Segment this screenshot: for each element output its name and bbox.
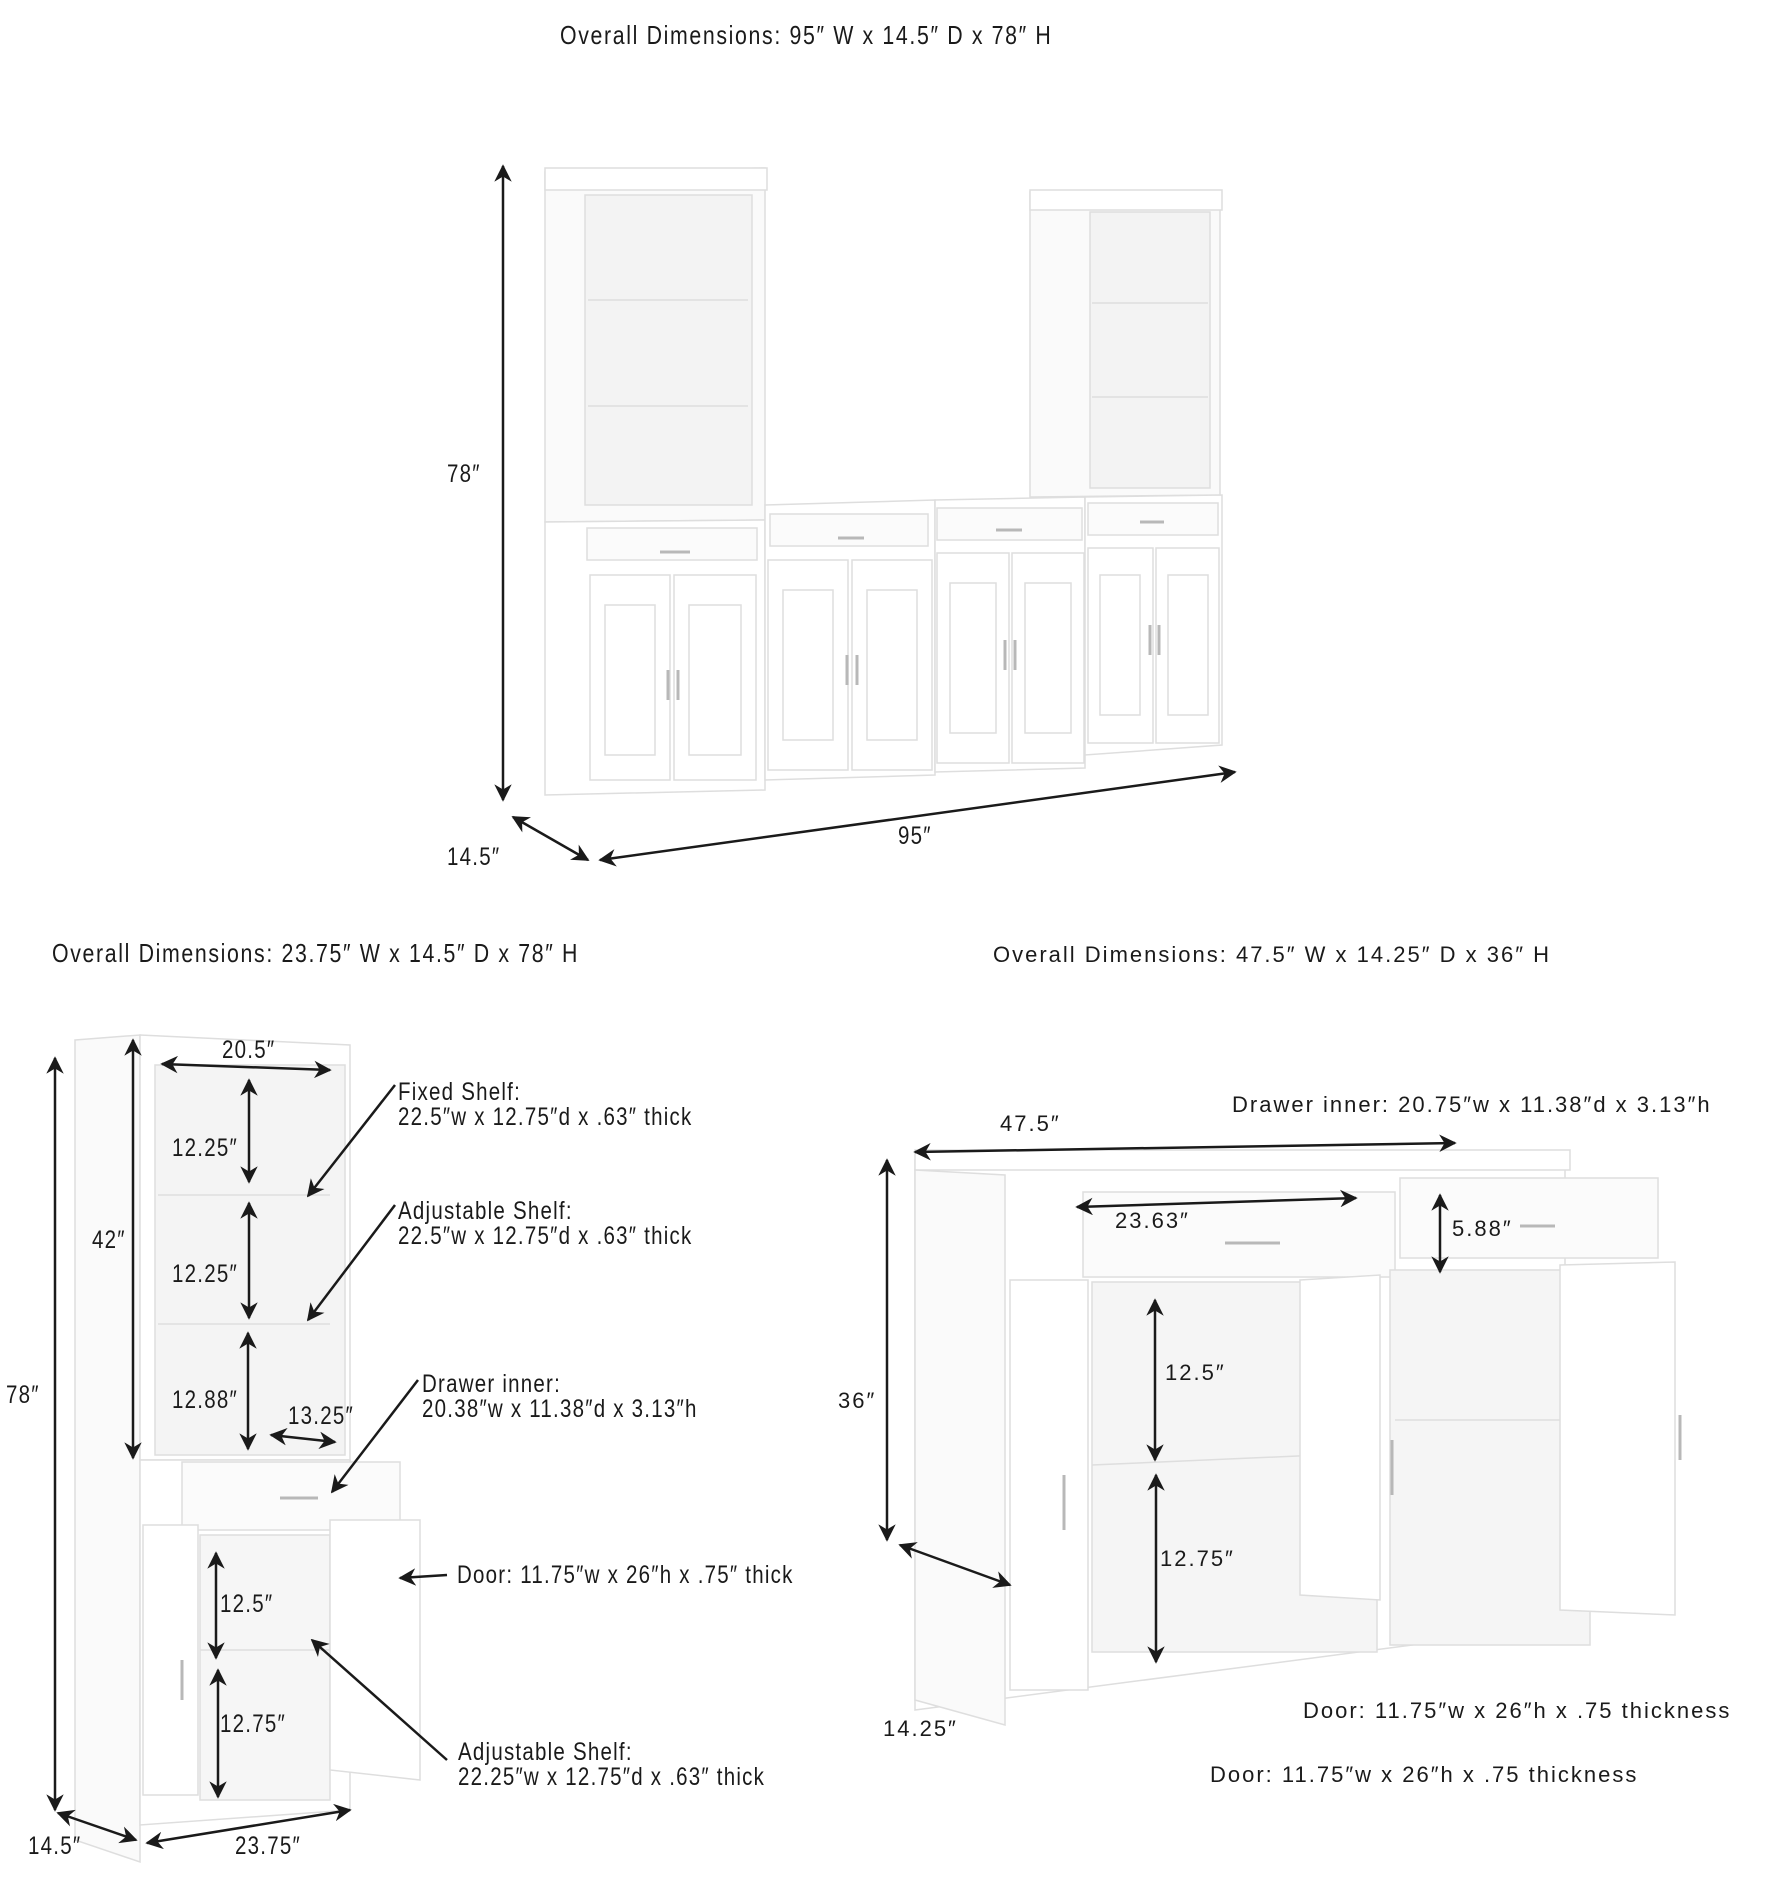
tower-door-callout: Door: 11.75″w x 26″h x .75″ thick: [457, 1561, 794, 1589]
tower-depth-label: 14.5″: [28, 1832, 82, 1860]
sideboard-door-1-callout: Door: 11.75″w x 26″h x .75 thickness: [1303, 1698, 1732, 1723]
tower-drawer-inner-callout: [422, 1372, 698, 1422]
tower-shelf-depth-label: 13.25″: [288, 1402, 354, 1430]
sideboard-gap-1-label: 12.5″: [1165, 1360, 1226, 1385]
adjustable-shelf-title: Adjustable Shelf:: [398, 1197, 573, 1225]
full-set-title: Overall Dimensions: 95″ W x 14.5″ D x 78″ H: [560, 20, 1053, 50]
sideboard-drawer-height-label: 5.88″: [1452, 1216, 1513, 1241]
tower-shelf-gap-2-label: 12.25″: [172, 1260, 238, 1288]
full-set-width-label: 95″: [898, 822, 932, 850]
adjustable-shelf-callout: [398, 1199, 692, 1249]
fixed-shelf-callout: [398, 1080, 692, 1130]
fixed-shelf-title: Fixed Shelf:: [398, 1078, 522, 1106]
sideboard-title: Overall Dimensions: 47.5″ W x 14.25″ D x 36″ H: [993, 942, 1551, 967]
sideboard-illustration: [915, 1150, 1680, 1725]
tower-title: Overall Dimensions: 23.75″ W x 14.5″ D x 78″ H: [52, 938, 580, 968]
tower-inner-width-label: 20.5″: [222, 1036, 276, 1064]
full-set-depth-label: 14.5″: [447, 843, 501, 871]
sideboard-width-label: 47.5″: [1000, 1111, 1061, 1136]
tower-total-height-label: 78″: [6, 1381, 40, 1409]
sideboard-drawer-inner-callout: Drawer inner: 20.75″w x 11.38″d x 3.13″h: [1232, 1092, 1712, 1117]
sideboard-depth-label: 14.25″: [883, 1716, 958, 1741]
tower-cabinet-gap-1-label: 12.5″: [220, 1590, 274, 1618]
tower-width-label: 23.75″: [235, 1832, 301, 1860]
tower-drawer-inner-dims: 20.38″w x 11.38″d x 3.13″h: [422, 1395, 698, 1423]
tower-hutch-height-label: 42″: [92, 1226, 126, 1254]
adjustable-shelf-dims: 22.5″w x 12.75″d x .63″ thick: [398, 1222, 693, 1250]
sideboard-height-label: 36″: [838, 1388, 877, 1413]
lower-shelf-title: Adjustable Shelf:: [458, 1738, 633, 1766]
lower-shelf-dims: 22.25″w x 12.75″d x .63″ thick: [458, 1763, 766, 1791]
full-set-illustration: [545, 168, 1222, 795]
sideboard-drawer-width-label: 23.63″: [1115, 1208, 1190, 1233]
full-set-height-label: 78″: [447, 460, 481, 488]
tower-drawer-inner-title: Drawer inner:: [422, 1370, 562, 1398]
tower-shelf-gap-1-label: 12.25″: [172, 1134, 238, 1162]
sideboard-gap-2-label: 12.75″: [1160, 1546, 1235, 1571]
tower-shelf-gap-3-label: 12.88″: [172, 1386, 238, 1414]
tower-cabinet-gap-2-label: 12.75″: [220, 1710, 286, 1738]
lower-shelf-callout: [458, 1740, 765, 1790]
fixed-shelf-dims: 22.5″w x 12.75″d x .63″ thick: [398, 1103, 693, 1131]
sideboard-door-2-callout: Door: 11.75″w x 26″h x .75 thickness: [1210, 1762, 1639, 1787]
